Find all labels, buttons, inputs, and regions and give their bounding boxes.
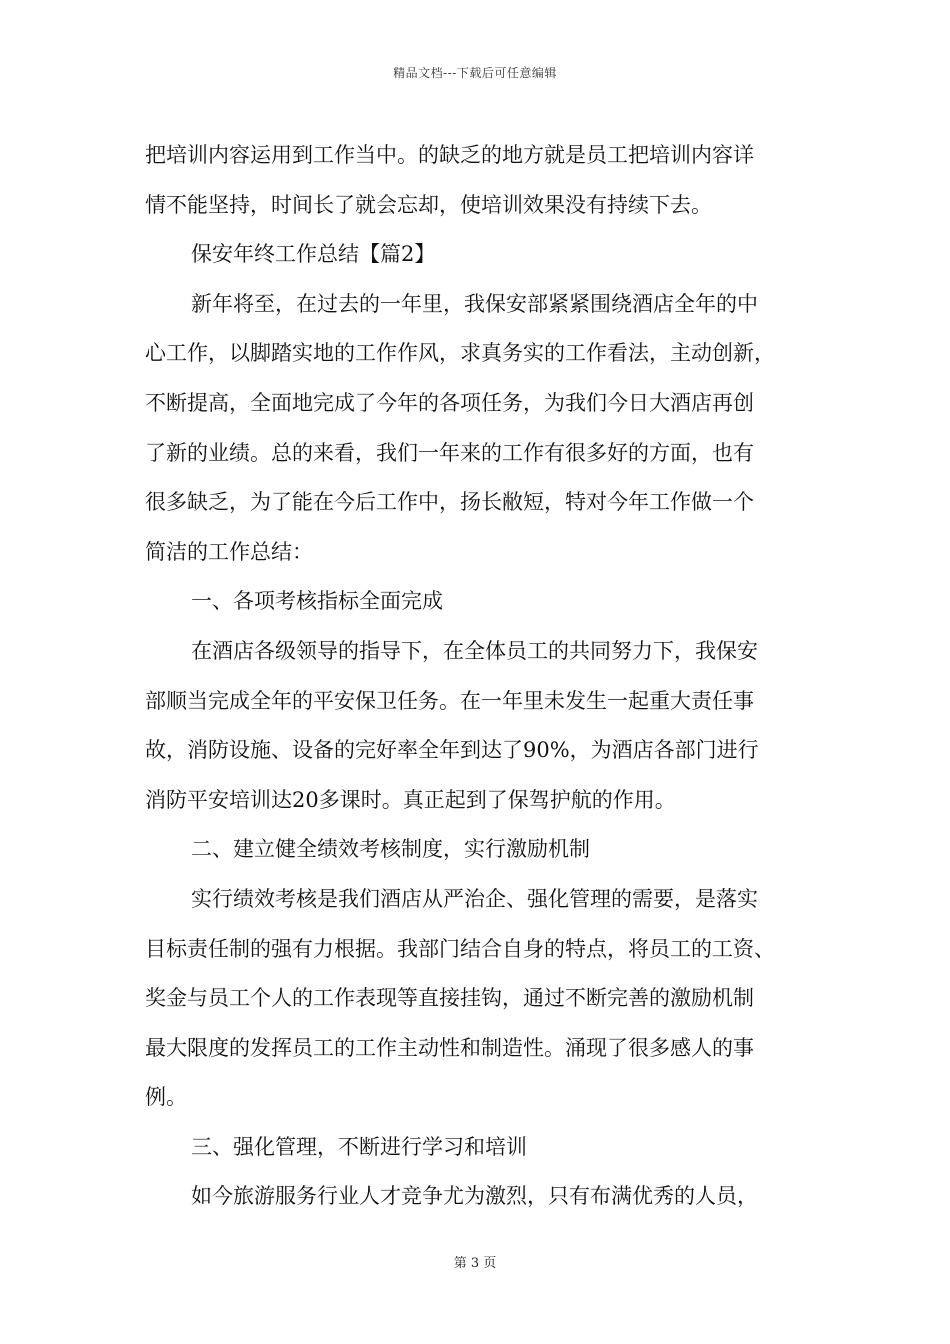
- text-line: 保安年终工作总结【篇2】: [191, 242, 436, 267]
- text-line: 如今旅游服务行业人才竞争尤为激烈，只有布满优秀的人员，: [191, 1184, 758, 1209]
- text-line: 情不能坚持，时间长了就会忘却，使培训效果没有持续下去。: [145, 192, 712, 217]
- page-number: 第 3 页: [453, 1256, 497, 1271]
- text-line: 一、各项考核指标全面完成: [191, 589, 443, 614]
- text-line: 在酒店各级领导的指导下，在全体员工的共同努力下，我保安: [191, 638, 758, 663]
- text-line: 目标责任制的强有力根据。我部门结合自身的特点，将员工的工资、: [145, 936, 775, 961]
- text-line: 三、强化管理，不断进行学习和培训: [191, 1134, 527, 1159]
- text-line: 部顺当完成全年的平安保卫任务。在一年里未发生一起重大责任事: [145, 688, 754, 713]
- text-line: 奖金与员工个人的工作表现等直接挂钩，通过不断完善的激励机制: [145, 986, 754, 1011]
- text-line: 心工作，以脚踏实地的工作作风，求真务实的工作看法，主动创新，: [145, 341, 775, 366]
- text-line: 简洁的工作总结：: [145, 539, 313, 564]
- text-line: 不断提高，全面地完成了今年的各项任务，为我们今日大酒店再创: [145, 390, 754, 415]
- text-line: 很多缺乏，为了能在今后工作中，扬长敝短，特对今年工作做一个: [145, 490, 754, 515]
- text-line: 消防平安培训达20多课时。真正起到了保驾护航的作用。: [145, 787, 676, 812]
- text-line: 故，消防设施、设备的完好率全年到达了90%，为酒店各部门进行: [145, 738, 759, 763]
- text-line: 实行绩效考核是我们酒店从严治企、强化管理的需要，是落实: [191, 886, 758, 911]
- document-body: [145, 131, 810, 1222]
- text-line: 了新的业绩。总的来看，我们一年来的工作有很多好的方面，也有: [145, 440, 754, 465]
- text-line: 最大限度的发挥员工的工作主动性和制造性。涌现了很多感人的事: [145, 1035, 754, 1060]
- page-header: 精品文档---下载后可任意编辑: [393, 66, 557, 80]
- text-line: 例。: [145, 1085, 187, 1110]
- text-line: 新年将至，在过去的一年里，我保安部紧紧围绕酒店全年的中: [191, 291, 758, 316]
- text-line: 二、建立健全绩效考核制度，实行激励机制: [191, 837, 590, 862]
- text-line: 把培训内容运用到工作当中。的缺乏的地方就是员工把培训内容详: [145, 143, 754, 167]
